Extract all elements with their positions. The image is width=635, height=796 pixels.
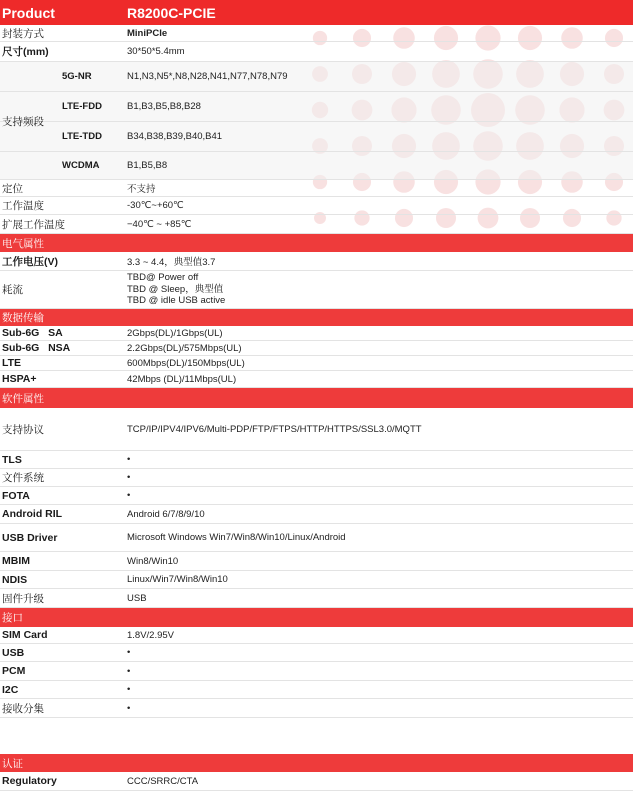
- row-sa: [0, 326, 633, 341]
- fs-label: 文件系统: [2, 472, 44, 484]
- ril-value: Android 6/7/8/9/10: [127, 508, 205, 520]
- mbim-value: Win8/Win10: [127, 555, 179, 567]
- voltage-label: 工作电压(V): [2, 255, 58, 268]
- row-fota: [0, 487, 633, 505]
- protocols-value: TCP/IP/IPV4/IPV6/Multi-PDP/FTP/FTPS/HTTP/HTTPS/SSL3.0/MQTT: [127, 423, 422, 435]
- positioning-label: 定位: [2, 182, 23, 195]
- ext-temp-value: −40℃ ~ +85℃: [127, 218, 192, 230]
- tls-value: •: [127, 454, 131, 465]
- i2c-label: I2C: [2, 683, 19, 696]
- ndis-label: NDIS: [2, 573, 28, 586]
- band-wcdma-value: B1,B5,B8: [127, 160, 168, 171]
- usb-driver-value: Microsoft Windows Win7/Win8/Win10/Linux/Android: [127, 532, 346, 543]
- row-i2c: [0, 681, 633, 699]
- band-5g-label: 5G-NR: [62, 71, 92, 82]
- bands-label: 支持频段: [2, 115, 44, 128]
- row-fs: [0, 469, 633, 487]
- row-ril: [0, 505, 633, 524]
- row-diversity: [0, 699, 633, 718]
- band-lte-fdd-value: B1,B3,B5,B8,B28: [127, 101, 201, 112]
- sim-value: 1.8V/2.95V: [127, 629, 175, 641]
- current-values: [127, 271, 629, 308]
- pcm-label: PCM: [2, 665, 26, 677]
- regulatory-label: Regulatory: [2, 775, 57, 787]
- upgrade-label: 固件升级: [2, 592, 44, 605]
- band-wcdma-label: WCDMA: [62, 160, 100, 171]
- model-name: R8200C-PCIE: [127, 4, 216, 21]
- current-line: TBD @ idle USB active: [127, 295, 226, 307]
- protocols-label: 支持协议: [2, 423, 44, 436]
- band-lte-tdd-label: LTE-TDD: [62, 131, 102, 142]
- fs-value: •: [127, 472, 131, 483]
- positioning-value: 不支持: [127, 184, 156, 195]
- mbim-label: MBIM: [2, 555, 30, 567]
- band-lte-fdd-label: LTE-FDD: [62, 101, 102, 112]
- ext-temp-label: 扩展工作温度: [2, 218, 65, 231]
- diversity-value: •: [127, 702, 131, 714]
- usb-value: •: [127, 647, 131, 658]
- row-nsa: [0, 341, 633, 356]
- row-sim: [0, 627, 633, 644]
- current-line: TBD@ Power off: [127, 272, 199, 284]
- hspa-label: HSPA+: [2, 373, 37, 385]
- row-band-lte-tdd: [0, 122, 633, 152]
- tls-label: TLS: [2, 453, 22, 466]
- ril-label: Android RIL: [2, 508, 63, 520]
- nsa-value: 2.2Gbps(DL)/575Mbps(UL): [127, 342, 242, 354]
- lte-value: 600Mbps(DL)/150Mbps(UL): [127, 357, 245, 369]
- row-protocols: [0, 408, 633, 451]
- current-line: TBD @ Sleep，典型值: [127, 283, 224, 295]
- sa-label: Sub-6G SA: [2, 327, 63, 339]
- row-usb-driver: [0, 524, 633, 552]
- band-5g-value: N1,N3,N5*,N8,N28,N41,N77,N78,N79: [127, 71, 288, 82]
- section-electrical: 电气属性: [0, 234, 633, 252]
- regulatory-value: CCC/SRRC/CTA: [127, 775, 199, 787]
- nsa-label: Sub-6G NSA: [2, 342, 71, 354]
- row-upgrade: [0, 589, 633, 608]
- fota-label: FOTA: [2, 489, 30, 502]
- size-label: 尺寸(mm): [2, 46, 49, 58]
- row-usb: [0, 644, 633, 662]
- package-value: MiniPCIe: [127, 27, 168, 39]
- package-label: 封装方式: [2, 27, 44, 40]
- row-voltage: [0, 252, 633, 271]
- section-certification: 认证: [0, 754, 633, 772]
- row-tls: [0, 451, 633, 469]
- row-regulatory: [0, 772, 633, 791]
- upgrade-value: USB: [127, 592, 147, 604]
- row-current: [0, 271, 633, 309]
- spec-header: [0, 0, 633, 25]
- row-band-wcdma: [0, 152, 633, 180]
- sim-label: SIM Card: [2, 629, 48, 641]
- pcm-value: •: [127, 665, 131, 677]
- temp-label: 工作温度: [2, 200, 44, 212]
- row-size: [0, 42, 633, 62]
- section-interface: 接口: [0, 608, 633, 627]
- fota-value: •: [127, 490, 131, 501]
- row-positioning: [0, 180, 633, 197]
- ndis-value: Linux/Win7/Win8/Win10: [127, 574, 228, 585]
- size-value: 30*50*5.4mm: [127, 46, 185, 57]
- header-label: Product: [2, 4, 55, 21]
- temp-value: -30℃~+60℃: [127, 200, 184, 211]
- section-software: 软件属性: [0, 388, 633, 408]
- band-lte-tdd-value: B34,B38,B39,B40,B41: [127, 131, 223, 142]
- row-ext-temp: [0, 215, 633, 234]
- sa-value: 2Gbps(DL)/1Gbps(UL): [127, 327, 223, 339]
- row-band-5g: [0, 62, 633, 92]
- usb-label: USB: [2, 646, 25, 659]
- row-pcm: [0, 662, 633, 681]
- row-hspa: [0, 371, 633, 388]
- row-temp: [0, 197, 633, 215]
- lte-label: LTE: [2, 357, 22, 369]
- i2c-value: •: [127, 684, 131, 695]
- row-package: [0, 25, 633, 42]
- voltage-value: 3.3 ~ 4.4，典型值3.7: [127, 257, 216, 268]
- hspa-value: 42Mbps (DL)/11Mbps(UL): [127, 373, 237, 385]
- row-lte: [0, 356, 633, 371]
- diversity-label: 接收分集: [2, 702, 44, 715]
- row-mbim: [0, 552, 633, 571]
- current-label: 耗流: [2, 284, 23, 296]
- row-blank: [0, 718, 633, 754]
- usb-driver-label: USB Driver: [2, 531, 58, 544]
- row-ndis: [0, 571, 633, 589]
- row-band-lte-fdd: [0, 92, 633, 122]
- section-data: 数据传输: [0, 309, 633, 326]
